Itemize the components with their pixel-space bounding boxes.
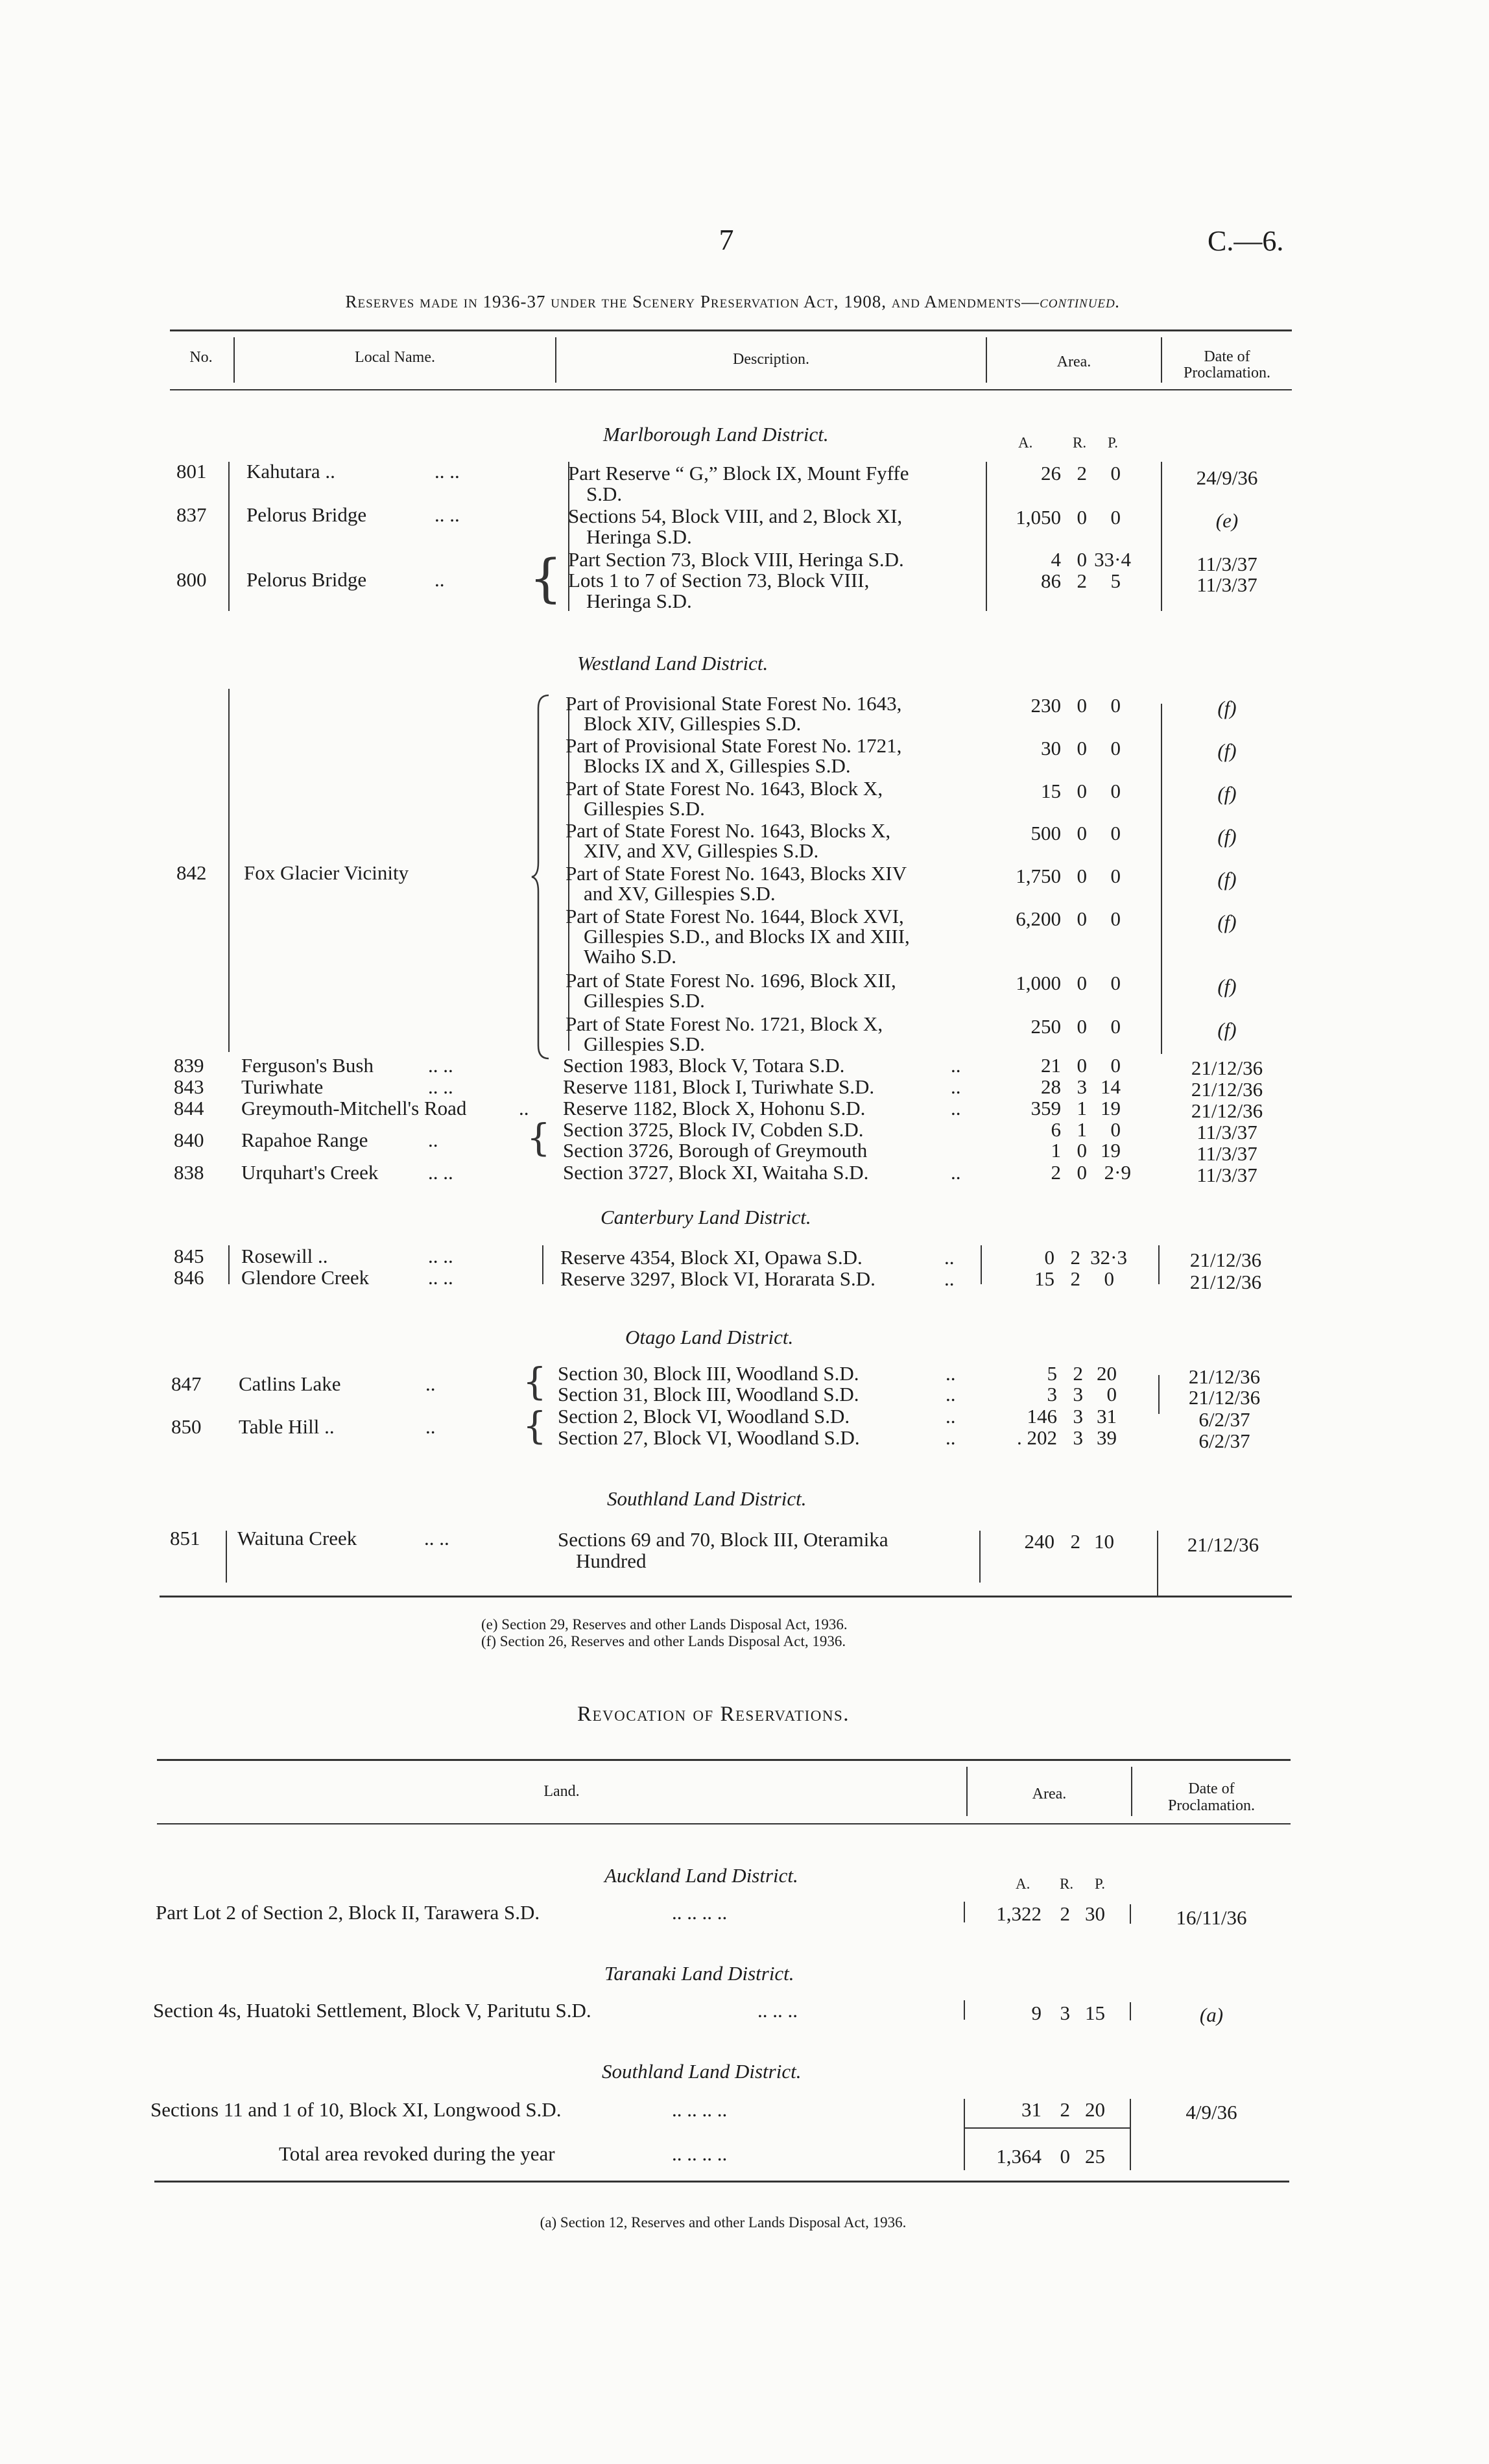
page-reference: C.—6. [1208, 225, 1284, 257]
area-acres: 2 [1051, 1161, 1061, 1184]
row-dots: .. .. [428, 1266, 453, 1289]
area-perches: 0 [1110, 506, 1121, 529]
reserves-bottom-rule [160, 1596, 1292, 1597]
row-dots: .. [519, 1097, 529, 1119]
area-acres: 28 [1041, 1075, 1061, 1098]
area-perches: 0 [1110, 972, 1121, 994]
area-roods: 0 [1077, 506, 1087, 529]
col-separator [1130, 1904, 1131, 1924]
row-desc: XIV, and XV, Gillespies S.D. [584, 839, 819, 862]
row-date: 6/2/37 [1198, 1429, 1250, 1452]
row-date: 21/12/36 [1188, 1365, 1261, 1388]
area-perches: 0 [1110, 1015, 1121, 1038]
row-no: 850 [171, 1415, 202, 1438]
area-perches: 0 [1110, 780, 1121, 802]
row-date: 16/11/36 [1176, 1906, 1247, 1929]
area-roods: 0 [1077, 972, 1087, 994]
row-date: 11/3/37 [1197, 1164, 1257, 1186]
row-date: (f) [1217, 697, 1237, 719]
row-desc: Section 2, Block VI, Woodland S.D. [558, 1405, 850, 1428]
area-acres: 31 [1021, 2098, 1042, 2121]
reserves-top-rule [170, 329, 1292, 331]
col-separator [964, 2000, 965, 2020]
row-no: 800 [176, 568, 207, 591]
district-heading: Westland Land District. [577, 652, 768, 675]
row-no: 846 [174, 1266, 204, 1289]
row-desc-dots: .. [946, 1383, 956, 1405]
col-separator [1158, 1245, 1160, 1284]
row-desc: S.D. [586, 483, 623, 505]
row-desc: Section 30, Block III, Woodland S.D. [558, 1362, 859, 1385]
row-no: 837 [176, 503, 207, 526]
area-perches: 0 [1104, 1267, 1114, 1290]
row-desc: Blocks IX and X, Gillespies S.D. [584, 754, 851, 777]
row-no: 838 [174, 1161, 204, 1184]
area-roods: 3 [1073, 1405, 1083, 1428]
row-date: (f) [1217, 868, 1237, 891]
row-desc-dots: .. [944, 1267, 955, 1290]
revocation-bottom-rule [154, 2181, 1289, 2183]
area-roods: 0 [1077, 548, 1087, 571]
reserves-header-rule [170, 389, 1292, 390]
row-desc: Section 3725, Block IV, Cobden S.D. [563, 1118, 864, 1141]
row-no: 842 [176, 861, 207, 884]
area-perches: 0 [1110, 865, 1121, 887]
area-perches: 0 [1110, 737, 1121, 760]
area-acres: 500 [1030, 822, 1061, 844]
area-acres: 15 [1041, 780, 1061, 802]
revocation-title: Revocation of Reservations. [577, 1703, 850, 1726]
row-desc: Part of State Forest No. 1644, Block XVI, [566, 905, 904, 927]
row-desc: Part of Provisional State Forest No. 1643, [566, 692, 902, 715]
area-acres: 3 [1047, 1383, 1057, 1405]
col-header-date-2: Proclamation. [1184, 365, 1270, 381]
large-brace-icon [529, 693, 553, 1061]
row-desc: Section 31, Block III, Woodland S.D. [558, 1383, 859, 1405]
area-perches: 0 [1110, 907, 1121, 930]
revocation-top-rule [157, 1759, 1291, 1761]
area-perches: 0 [1106, 1383, 1117, 1405]
row-desc: Waiho S.D. [584, 945, 677, 968]
area-roods: 0 [1077, 694, 1087, 717]
row-desc: Section 1983, Block V, Totara S.D. [563, 1054, 845, 1077]
brace-icon: { [529, 548, 562, 608]
row-name: Pelorus Bridge [246, 568, 367, 591]
row-desc-dots: .. [951, 1054, 961, 1077]
row-no: 851 [170, 1527, 200, 1549]
row-no: 839 [174, 1054, 204, 1077]
row-desc: Reserve 1182, Block X, Hohonu S.D. [563, 1097, 866, 1119]
area-perches: 33·4 [1094, 548, 1131, 571]
footnote: (e) Section 29, Reserves and other Lands Disposal Act, 1936. [481, 1616, 848, 1633]
district-heading: Canterbury Land District. [601, 1206, 811, 1228]
row-desc: Part of State Forest No. 1643, Blocks XIV [566, 862, 907, 885]
row-date: (f) [1217, 739, 1237, 762]
area-acres: 230 [1030, 694, 1061, 717]
area-perches: 0 [1110, 462, 1121, 484]
row-date: 4/9/36 [1185, 2101, 1237, 2123]
area-perches: 20 [1085, 2098, 1105, 2121]
area-roods: 0 [1077, 780, 1087, 802]
area-acres: 6,200 [1016, 907, 1061, 930]
area-roods: 2 [1060, 2098, 1070, 2121]
row-name: Pelorus Bridge [246, 503, 367, 526]
area-roods: 0 [1077, 1054, 1087, 1077]
total-roods: 0 [1060, 2145, 1070, 2168]
total-perches: 25 [1085, 2145, 1105, 2168]
row-name: Fox Glacier Vicinity [244, 861, 409, 884]
district-heading: Auckland Land District. [604, 1864, 798, 1887]
row-date: 11/3/37 [1197, 553, 1257, 575]
area-acres: 15 [1034, 1267, 1054, 1290]
col-separator [964, 2099, 965, 2170]
row-date: (f) [1217, 782, 1237, 805]
row-dots: .. .. [428, 1161, 453, 1184]
area-acres: 359 [1030, 1097, 1061, 1119]
row-desc-dots: .. [951, 1161, 961, 1184]
col-separator [986, 462, 987, 611]
row-date: (f) [1217, 825, 1237, 848]
col-separator [979, 1531, 981, 1583]
row-desc: Part of State Forest No. 1721, Block X, [566, 1012, 883, 1035]
col-separator [228, 689, 230, 1052]
brace-icon: { [523, 1359, 547, 1404]
row-desc: Gillespies S.D. [584, 797, 705, 820]
row-desc: Gillespies S.D., and Blocks IX and XIII, [584, 925, 910, 948]
col-separator [1130, 2002, 1131, 2020]
row-desc: Part of Provisional State Forest No. 1721, [566, 734, 902, 757]
area-acres: 86 [1041, 569, 1061, 592]
unit-p: P. [1095, 1876, 1105, 1892]
area-roods: 3 [1077, 1075, 1087, 1098]
col-separator [228, 462, 230, 611]
row-date: 21/12/36 [1188, 1386, 1261, 1409]
district-heading: Taranaki Land District. [604, 1962, 794, 1985]
row-dots: .. [425, 1415, 436, 1438]
row-desc: Reserve 3297, Block VI, Horarata S.D. [560, 1267, 876, 1290]
row-desc: Part Section 73, Block VIII, Heringa S.D. [568, 548, 904, 571]
area-roods: 0 [1077, 1139, 1087, 1162]
row-desc: Part of State Forest No. 1643, Block X, [566, 777, 883, 800]
unit-a: A. [1016, 1876, 1030, 1892]
reserves-title-cont: continued. [1040, 292, 1121, 311]
area-roods: 2 [1077, 569, 1087, 592]
area-roods: 3 [1073, 1426, 1083, 1449]
row-dots: .. .. [428, 1054, 453, 1077]
row-date: (e) [1215, 509, 1239, 532]
row-desc: and XV, Gillespies S.D. [584, 882, 776, 905]
unit-p: P. [1108, 435, 1118, 451]
row-desc-dots: .. [944, 1246, 955, 1269]
row-land: Section 4s, Huatoki Settlement, Block V, Paritutu S.D. [153, 1999, 591, 2022]
area-roods: 3 [1060, 2002, 1070, 2024]
total-acres: 1,364 [996, 2145, 1042, 2168]
row-date: 24/9/36 [1196, 466, 1258, 489]
row-desc: Part of State Forest No. 1696, Block XII, [566, 969, 896, 992]
area-perches: 0 [1110, 1118, 1121, 1141]
row-name: Waituna Creek [237, 1527, 357, 1549]
district-heading: Marlborough Land District. [603, 423, 829, 446]
total-label: Total area revoked during the year [279, 2142, 555, 2165]
row-name: Turiwhate [241, 1075, 324, 1098]
row-desc-dots: .. [951, 1075, 961, 1098]
row-name: Table Hill .. [239, 1415, 335, 1438]
revocation-header-rule [157, 1823, 1291, 1824]
area-roods: 0 [1077, 907, 1087, 930]
subtotal-rule [965, 2127, 1130, 2129]
row-desc: Gillespies S.D. [584, 1033, 705, 1055]
area-roods: 1 [1077, 1097, 1087, 1119]
district-heading: Southland Land District. [602, 2060, 802, 2083]
area-acres: 21 [1041, 1054, 1061, 1077]
row-date: 11/3/37 [1197, 573, 1257, 596]
col-header-local-name: Local Name. [355, 349, 435, 366]
unit-r: R. [1060, 1876, 1074, 1892]
area-acres: 6 [1051, 1118, 1061, 1141]
col-separator [1130, 2099, 1131, 2170]
row-desc: Gillespies S.D. [584, 989, 705, 1012]
row-desc: Lots 1 to 7 of Section 73, Block VIII, [568, 569, 870, 592]
col-separator [226, 1531, 227, 1583]
area-acres: 26 [1041, 462, 1061, 484]
area-roods: 0 [1077, 1161, 1087, 1184]
col-separator [981, 1245, 982, 1284]
row-date: (f) [1217, 1018, 1237, 1041]
row-land: Sections 11 and 1 of 10, Block XI, Longwood S.D. [150, 2098, 562, 2121]
row-date: 21/12/36 [1189, 1271, 1262, 1293]
row-desc: Heringa S.D. [586, 590, 692, 612]
footnote: (f) Section 26, Reserves and other Lands Disposal Act, 1936. [481, 1633, 846, 1649]
area-roods: 0 [1077, 822, 1087, 844]
area-perches: 31 [1097, 1405, 1117, 1428]
area-acres: 250 [1030, 1015, 1061, 1038]
row-name: Greymouth-Mitchell's Road [241, 1097, 467, 1119]
area-perches: 2·9 [1104, 1161, 1131, 1184]
row-name: Rapahoe Range [241, 1129, 368, 1151]
row-desc: Section 3727, Block XI, Waitaha S.D. [563, 1161, 869, 1184]
row-name: Kahutara .. [246, 460, 335, 483]
area-roods: 2 [1070, 1267, 1080, 1290]
row-date: (f) [1217, 911, 1237, 933]
row-land: Part Lot 2 of Section 2, Block II, Tarawera S.D. [156, 1901, 540, 1924]
row-no: 844 [174, 1097, 204, 1119]
col-separator [542, 1245, 543, 1284]
row-date: 11/3/37 [1197, 1121, 1257, 1143]
row-name: Catlins Lake [239, 1372, 341, 1395]
row-desc-dots: .. [951, 1097, 961, 1119]
row-date: 11/3/37 [1197, 1142, 1257, 1165]
area-acres: 5 [1047, 1362, 1057, 1385]
area-perches: 15 [1085, 2002, 1105, 2024]
row-dots: .. [435, 568, 445, 591]
row-desc: Section 27, Block VI, Woodland S.D. [558, 1426, 860, 1449]
row-date: 21/12/36 [1191, 1057, 1263, 1079]
row-date: (f) [1217, 975, 1237, 998]
area-roods: 1 [1077, 1118, 1087, 1141]
row-desc: Sections 69 and 70, Block III, Oteramika [558, 1528, 888, 1551]
area-acres: 240 [1024, 1530, 1054, 1553]
row-no: 845 [174, 1245, 204, 1267]
area-roods: 0 [1077, 1015, 1087, 1038]
row-date: (a) [1199, 2003, 1224, 2026]
area-perches: 5 [1110, 569, 1121, 592]
area-perches: 10 [1094, 1530, 1114, 1553]
area-roods: 3 [1073, 1383, 1083, 1405]
col-header-land: Land. [543, 1783, 580, 1800]
col-header-no: No. [189, 349, 213, 366]
area-roods: 2 [1070, 1530, 1080, 1553]
area-roods: 2 [1070, 1246, 1080, 1269]
row-desc: Part Reserve “ G,” Block IX, Mount Fyffe [568, 462, 909, 484]
col-separator [228, 1245, 230, 1284]
area-acres: 1,322 [996, 1902, 1042, 1925]
row-desc: Reserve 1181, Block I, Turiwhate S.D. [563, 1075, 875, 1098]
row-no: 847 [171, 1372, 202, 1395]
area-perches: 19 [1101, 1139, 1121, 1162]
area-perches: 0 [1110, 694, 1121, 717]
col-header-date-2: Proclamation. [1168, 1797, 1255, 1814]
row-dots: .. .. .. .. [672, 1901, 728, 1924]
district-heading: Otago Land District. [625, 1326, 794, 1348]
row-name: Ferguson's Bush [241, 1054, 374, 1077]
row-name: Glendore Creek [241, 1266, 370, 1289]
col-header-date-1: Date of [1188, 1780, 1235, 1797]
row-dots: .. .. [435, 503, 460, 526]
row-dots: .. .. [428, 1245, 453, 1267]
area-acres: . 202 [1017, 1426, 1057, 1449]
row-desc: Part of State Forest No. 1643, Blocks X, [566, 819, 891, 842]
row-dots: .. .. [424, 1527, 449, 1549]
row-date: 21/12/36 [1191, 1078, 1263, 1101]
row-desc: Sections 54, Block VIII, and 2, Block XI, [568, 505, 903, 527]
row-date: 6/2/37 [1198, 1408, 1250, 1431]
col-header-area: Area. [1032, 1786, 1067, 1802]
row-dots: .. .. .. .. [672, 2098, 728, 2121]
row-name: Rosewill .. [241, 1245, 328, 1267]
area-roods: 0 [1077, 737, 1087, 760]
district-heading: Southland Land District. [607, 1487, 807, 1510]
area-perches: 32·3 [1090, 1246, 1127, 1269]
row-dots: .. [425, 1372, 436, 1395]
area-roods: 2 [1077, 462, 1087, 484]
row-desc: Heringa S.D. [586, 525, 692, 548]
row-desc: Block XIV, Gillespies S.D. [584, 712, 802, 735]
row-date: 21/12/36 [1191, 1099, 1263, 1122]
area-perches: 14 [1101, 1075, 1121, 1098]
row-name: Urquhart's Creek [241, 1161, 379, 1184]
row-desc: Hundred [576, 1549, 647, 1572]
reserves-title [162, 291, 1304, 313]
area-acres: 1,000 [1016, 972, 1061, 994]
brace-icon: { [527, 1116, 551, 1160]
area-perches: 20 [1097, 1362, 1117, 1385]
area-roods: 2 [1073, 1362, 1083, 1385]
area-roods: 2 [1060, 1902, 1070, 1925]
col-header-date-1: Date of [1204, 348, 1250, 365]
area-acres: 1,050 [1016, 506, 1061, 529]
brace-icon: { [523, 1404, 547, 1448]
area-perches: 39 [1097, 1426, 1117, 1449]
row-dots: .. .. .. .. [672, 2142, 728, 2165]
area-acres: 1,750 [1016, 865, 1061, 887]
row-desc: Reserve 4354, Block XI, Opawa S.D. [560, 1246, 863, 1269]
area-perches: 30 [1085, 1902, 1105, 1925]
row-desc-dots: .. [946, 1362, 956, 1385]
area-roods: 0 [1077, 865, 1087, 887]
row-no: 840 [174, 1129, 204, 1151]
row-desc-dots: .. [946, 1405, 956, 1428]
row-dots: .. .. [435, 460, 460, 483]
area-acres: 1 [1051, 1139, 1061, 1162]
area-perches: 0 [1110, 1054, 1121, 1077]
row-desc-dots: .. [946, 1426, 956, 1449]
reserves-title-main: Reserves made in 1936-37 under the Scenery Preservation Act, 1908, and Amendments— [345, 292, 1040, 311]
col-header-area: Area. [1056, 353, 1091, 370]
row-dots: .. [428, 1129, 438, 1151]
row-dots: .. .. .. [757, 1999, 798, 2022]
row-no: 843 [174, 1075, 204, 1098]
area-perches: 0 [1110, 822, 1121, 844]
area-acres: 9 [1031, 2002, 1042, 2024]
col-separator [964, 1902, 965, 1922]
area-acres: 0 [1044, 1246, 1054, 1269]
area-perches: 19 [1101, 1097, 1121, 1119]
row-date: 21/12/36 [1187, 1533, 1259, 1556]
footnote: (a) Section 12, Reserves and other Lands Disposal Act, 1936. [540, 2214, 907, 2231]
area-acres: 30 [1041, 737, 1061, 760]
area-acres: 146 [1027, 1405, 1057, 1428]
row-dots: .. .. [428, 1075, 453, 1098]
page-number: 7 [719, 223, 734, 256]
area-acres: 4 [1051, 548, 1061, 571]
row-date: 21/12/36 [1189, 1249, 1262, 1271]
row-no: 801 [176, 460, 207, 483]
unit-r: R. [1073, 435, 1087, 451]
unit-a: A. [1018, 435, 1033, 451]
col-header-description: Description. [733, 351, 809, 368]
row-desc: Section 3726, Borough of Greymouth [563, 1139, 868, 1162]
